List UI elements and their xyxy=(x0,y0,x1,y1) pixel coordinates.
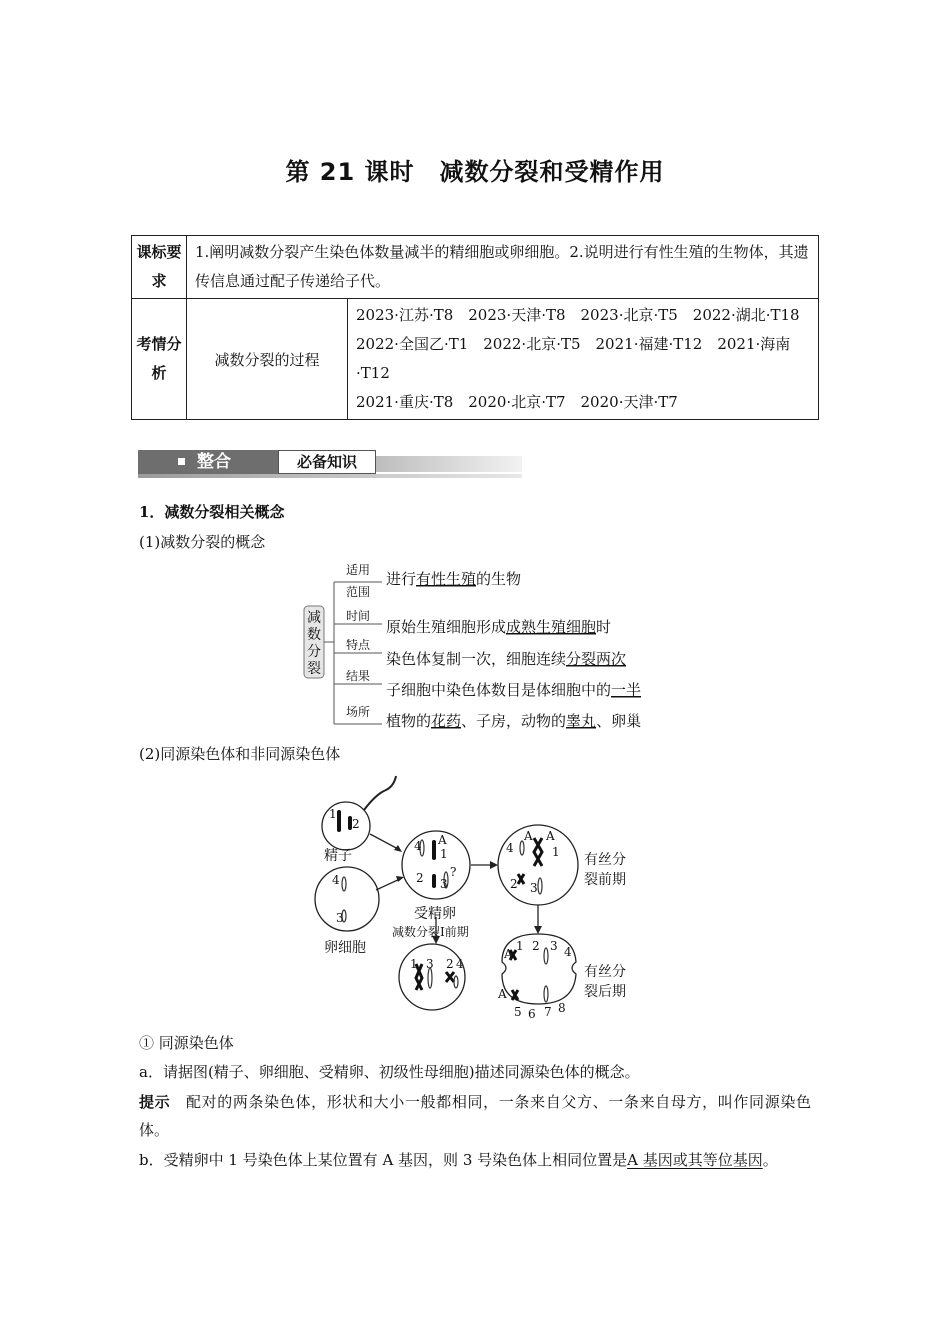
svg-text:3: 3 xyxy=(336,911,344,925)
page-title: 第 21 课时 减数分裂和受精作用 xyxy=(285,158,665,186)
prophase-label-2: 裂前期 xyxy=(584,872,626,888)
chromosome-figure xyxy=(306,772,646,1024)
branch-label: 适用 xyxy=(346,563,371,577)
svg-text:8: 8 xyxy=(558,1001,566,1015)
branch-text: 进行有性生殖的生物 xyxy=(386,570,522,588)
branch-text: 原始生殖细胞形成成熟生殖细胞时 xyxy=(386,618,612,636)
requirements-header: 课标要求 xyxy=(132,236,187,299)
svg-text:1: 1 xyxy=(440,847,448,861)
svg-text:3: 3 xyxy=(440,877,448,891)
hint-text: 配对的两条染色体，形状和大小一般都相同，一条来自父方、一条来自母方，叫作同源染色体。 xyxy=(139,1093,811,1139)
hint-label: 提示 xyxy=(139,1093,171,1111)
svg-text:A: A xyxy=(438,833,447,847)
question-b-end: 。 xyxy=(762,1151,778,1169)
exam-line: ·T12 xyxy=(356,364,390,382)
svg-text:7: 7 xyxy=(544,1005,552,1019)
banner-right-label: 必备知识 xyxy=(278,450,376,474)
svg-text:2: 2 xyxy=(352,817,360,831)
zygote-label: 受精卵 xyxy=(414,906,456,922)
branch-text: 子细胞中染色体数目是体细胞中的一半 xyxy=(386,681,642,699)
anaphase-label-1: 有丝分 xyxy=(584,964,626,980)
meiosis-label: 减数分裂Ⅰ前期 xyxy=(392,925,469,939)
svg-text:4: 4 xyxy=(414,839,422,853)
svg-text:1: 1 xyxy=(552,845,560,859)
subsection-heading: (1)减数分裂的概念 xyxy=(139,533,266,551)
item-heading: ① 同源染色体 xyxy=(139,1034,234,1052)
branch-label: 场所 xyxy=(346,705,371,719)
exam-line: 2022·全国乙·T1 2022·北京·T5 2021·福建·T12 2021·海南 xyxy=(356,335,791,353)
svg-text:5: 5 xyxy=(514,1005,522,1019)
sperm-label: 精子 xyxy=(324,848,352,864)
banner-left-label: 整合 xyxy=(197,452,231,472)
subsection-heading: (2)同源染色体和非同源染色体 xyxy=(139,745,341,763)
svg-text:4: 4 xyxy=(506,841,514,855)
analysis-exams xyxy=(348,299,819,420)
branch-text: 染色体复制一次，细胞连续分裂两次 xyxy=(386,650,627,668)
svg-text:A: A xyxy=(524,829,533,843)
egg-cell xyxy=(315,867,379,931)
section-heading: 1．减数分裂相关概念 xyxy=(139,503,285,521)
hint-paragraph xyxy=(139,1088,811,1144)
root-char: 数 xyxy=(307,627,321,643)
prophase-cell xyxy=(498,825,578,905)
svg-text:4: 4 xyxy=(456,957,464,971)
svg-text:3: 3 xyxy=(550,939,558,953)
root-char: 分 xyxy=(307,644,321,660)
root-char: 裂 xyxy=(307,661,321,677)
branch-label: 结果 xyxy=(346,669,371,683)
svg-text:4: 4 xyxy=(564,945,572,959)
svg-text:A: A xyxy=(504,947,513,961)
svg-text:1: 1 xyxy=(329,807,337,821)
svg-text:2: 2 xyxy=(416,871,424,885)
svg-text:3: 3 xyxy=(426,957,434,971)
zygote-cell xyxy=(402,831,470,899)
svg-text:1: 1 xyxy=(516,939,524,953)
anaphase-label-2: 裂后期 xyxy=(584,984,626,1000)
branch-label: 特点 xyxy=(346,638,371,652)
branch-label: 时间 xyxy=(346,609,371,623)
analysis-topic: 减数分裂的过程 xyxy=(187,299,348,420)
curriculum-table xyxy=(131,235,819,420)
concept-tree xyxy=(296,556,666,736)
svg-text:A: A xyxy=(498,987,507,1001)
question-b xyxy=(139,1146,811,1174)
section-banner xyxy=(138,450,522,478)
question-b-answer: A 基因或其等位基因 xyxy=(627,1151,763,1169)
svg-text:2: 2 xyxy=(446,957,454,971)
egg-label: 卵细胞 xyxy=(324,940,366,956)
prophase-label-1: 有丝分 xyxy=(584,852,626,868)
svg-text:6: 6 xyxy=(528,1007,536,1021)
exam-line: 2021·重庆·T8 2020·北京·T7 2020·天津·T7 xyxy=(356,393,678,411)
branch-text: 植物的花药、子房，动物的睾丸、卵巢 xyxy=(386,712,642,730)
svg-text:2: 2 xyxy=(510,877,518,891)
branch-label: 范围 xyxy=(346,585,371,599)
question-a: a．请据图(精子、卵细胞、受精卵、初级性母细胞)描述同源染色体的概念。 xyxy=(139,1063,640,1081)
svg-text:3: 3 xyxy=(530,881,538,895)
analysis-header: 考情分析 xyxy=(132,299,187,420)
svg-text:4: 4 xyxy=(332,873,340,887)
question-b-text: b．受精卵中 1 号染色体上某位置有 A 基因，则 3 号染色体上相同位置是 xyxy=(139,1151,628,1169)
svg-text:A: A xyxy=(546,829,555,843)
svg-text:?: ? xyxy=(450,865,457,879)
exam-line: 2023·江苏·T8 2023·天津·T8 2023·北京·T5 2022·湖北·T18 xyxy=(356,306,800,324)
requirements-text: 1.阐明减数分裂产生染色体数量减半的精细胞或卵细胞。2.说明进行有性生殖的生物体，其遗传信息通过配子传递给子代。 xyxy=(187,236,819,299)
svg-text:1: 1 xyxy=(410,957,418,971)
svg-text:2: 2 xyxy=(532,939,540,953)
root-char: 减 xyxy=(307,610,321,626)
